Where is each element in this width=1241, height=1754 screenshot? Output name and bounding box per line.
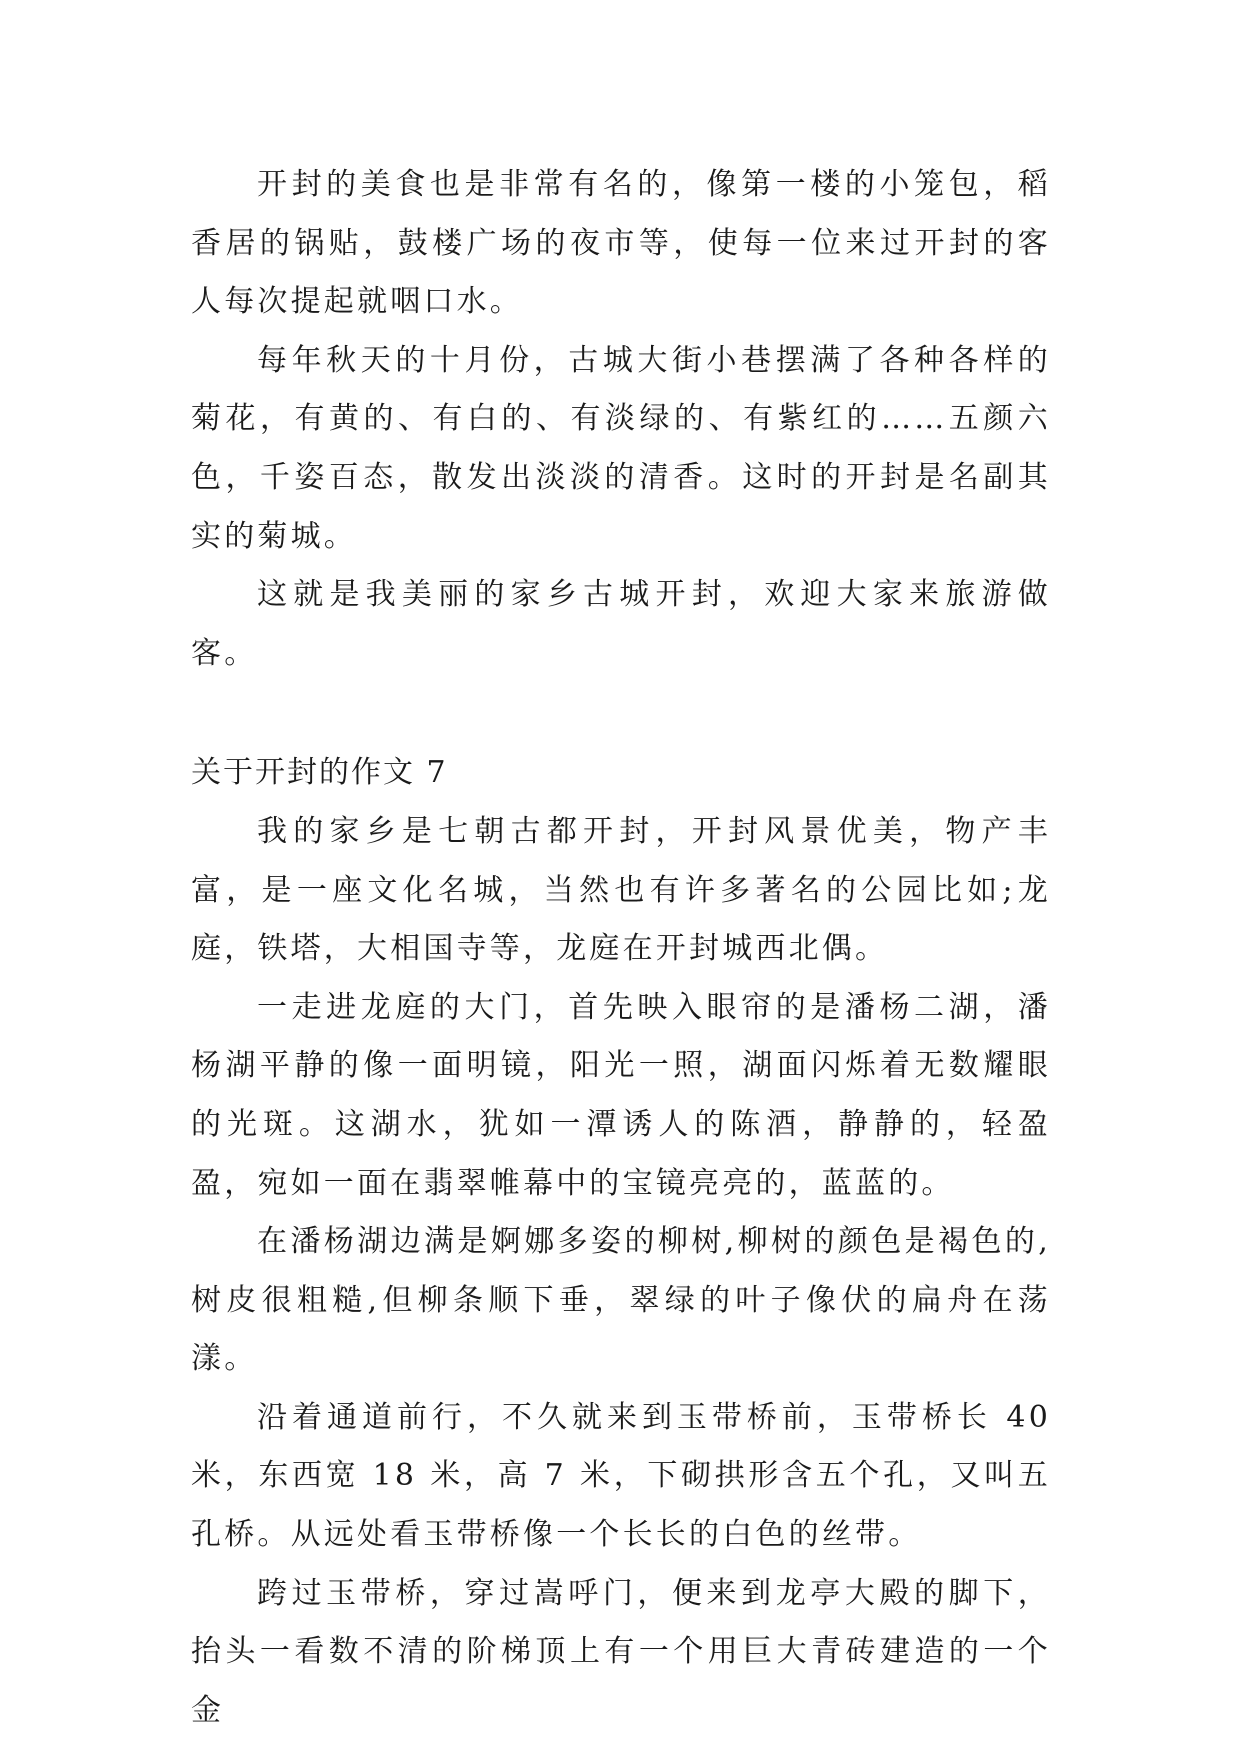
section-spacer: [191, 683, 1051, 744]
paragraph-food: 开封的美食也是非常有名的，像第一楼的小笼包，稻香居的锅贴，鼓楼广场的夜市等，使每一位来过开封的客人每次提起就咽口水。: [191, 167, 1051, 320]
paragraph-dragon-pavilion: 跨过玉带桥，穿过嵩呼门，便来到龙亭大殿的脚下，抬头一看数不清的阶梯顶上有一个用巨大青砖建造的一个金: [191, 1575, 1051, 1728]
paragraph-welcome: 这就是我美丽的家乡古城开封，欢迎大家来旅游做客。: [191, 577, 1051, 671]
paragraph-willow: 在潘杨湖边满是婀娜多姿的柳树,柳树的颜色是褐色的,树皮很粗糙,但柳条顺下垂，翠绿的叶子像伏的扁舟在荡漾。: [191, 1224, 1051, 1377]
paragraph-jade-belt-bridge: 沿着通道前行，不久就来到玉带桥前，玉带桥长 40 米，东西宽 18 米，高 7 米，下砌拱形含五个孔，又叫五孔桥。从远处看玉带桥像一个长长的白色的丝带。: [191, 1399, 1051, 1553]
paragraph-chrysanthemum: 每年秋天的十月份，古城大街小巷摆满了各种各样的菊花，有黄的、有白的、有淡绿的、有紫红的……五颜六色，千姿百态，散发出淡淡的清香。这时的开封是名副其实的菊城。: [191, 342, 1051, 554]
document-body: [191, 156, 1051, 1740]
essay-heading: 关于开封的作文 7: [191, 755, 448, 791]
paragraph-lake: 一走进龙庭的大门，首先映入眼帘的是潘杨二湖，潘杨湖平静的像一面明镜，阳光一照，湖面闪烁着无数耀眼的光斑。这湖水，犹如一潭诱人的陈酒，静静的，轻盈盈，宛如一面在翡翠帷幕中的宝镜亮亮的，蓝蓝的。: [191, 989, 1051, 1201]
paragraph-hometown: 我的家乡是七朝古都开封，开封风景优美，物产丰富，是一座文化名城，当然也有许多著名的公园比如;龙庭，铁塔，大相国寺等，龙庭在开封城西北偶。: [191, 813, 1051, 967]
